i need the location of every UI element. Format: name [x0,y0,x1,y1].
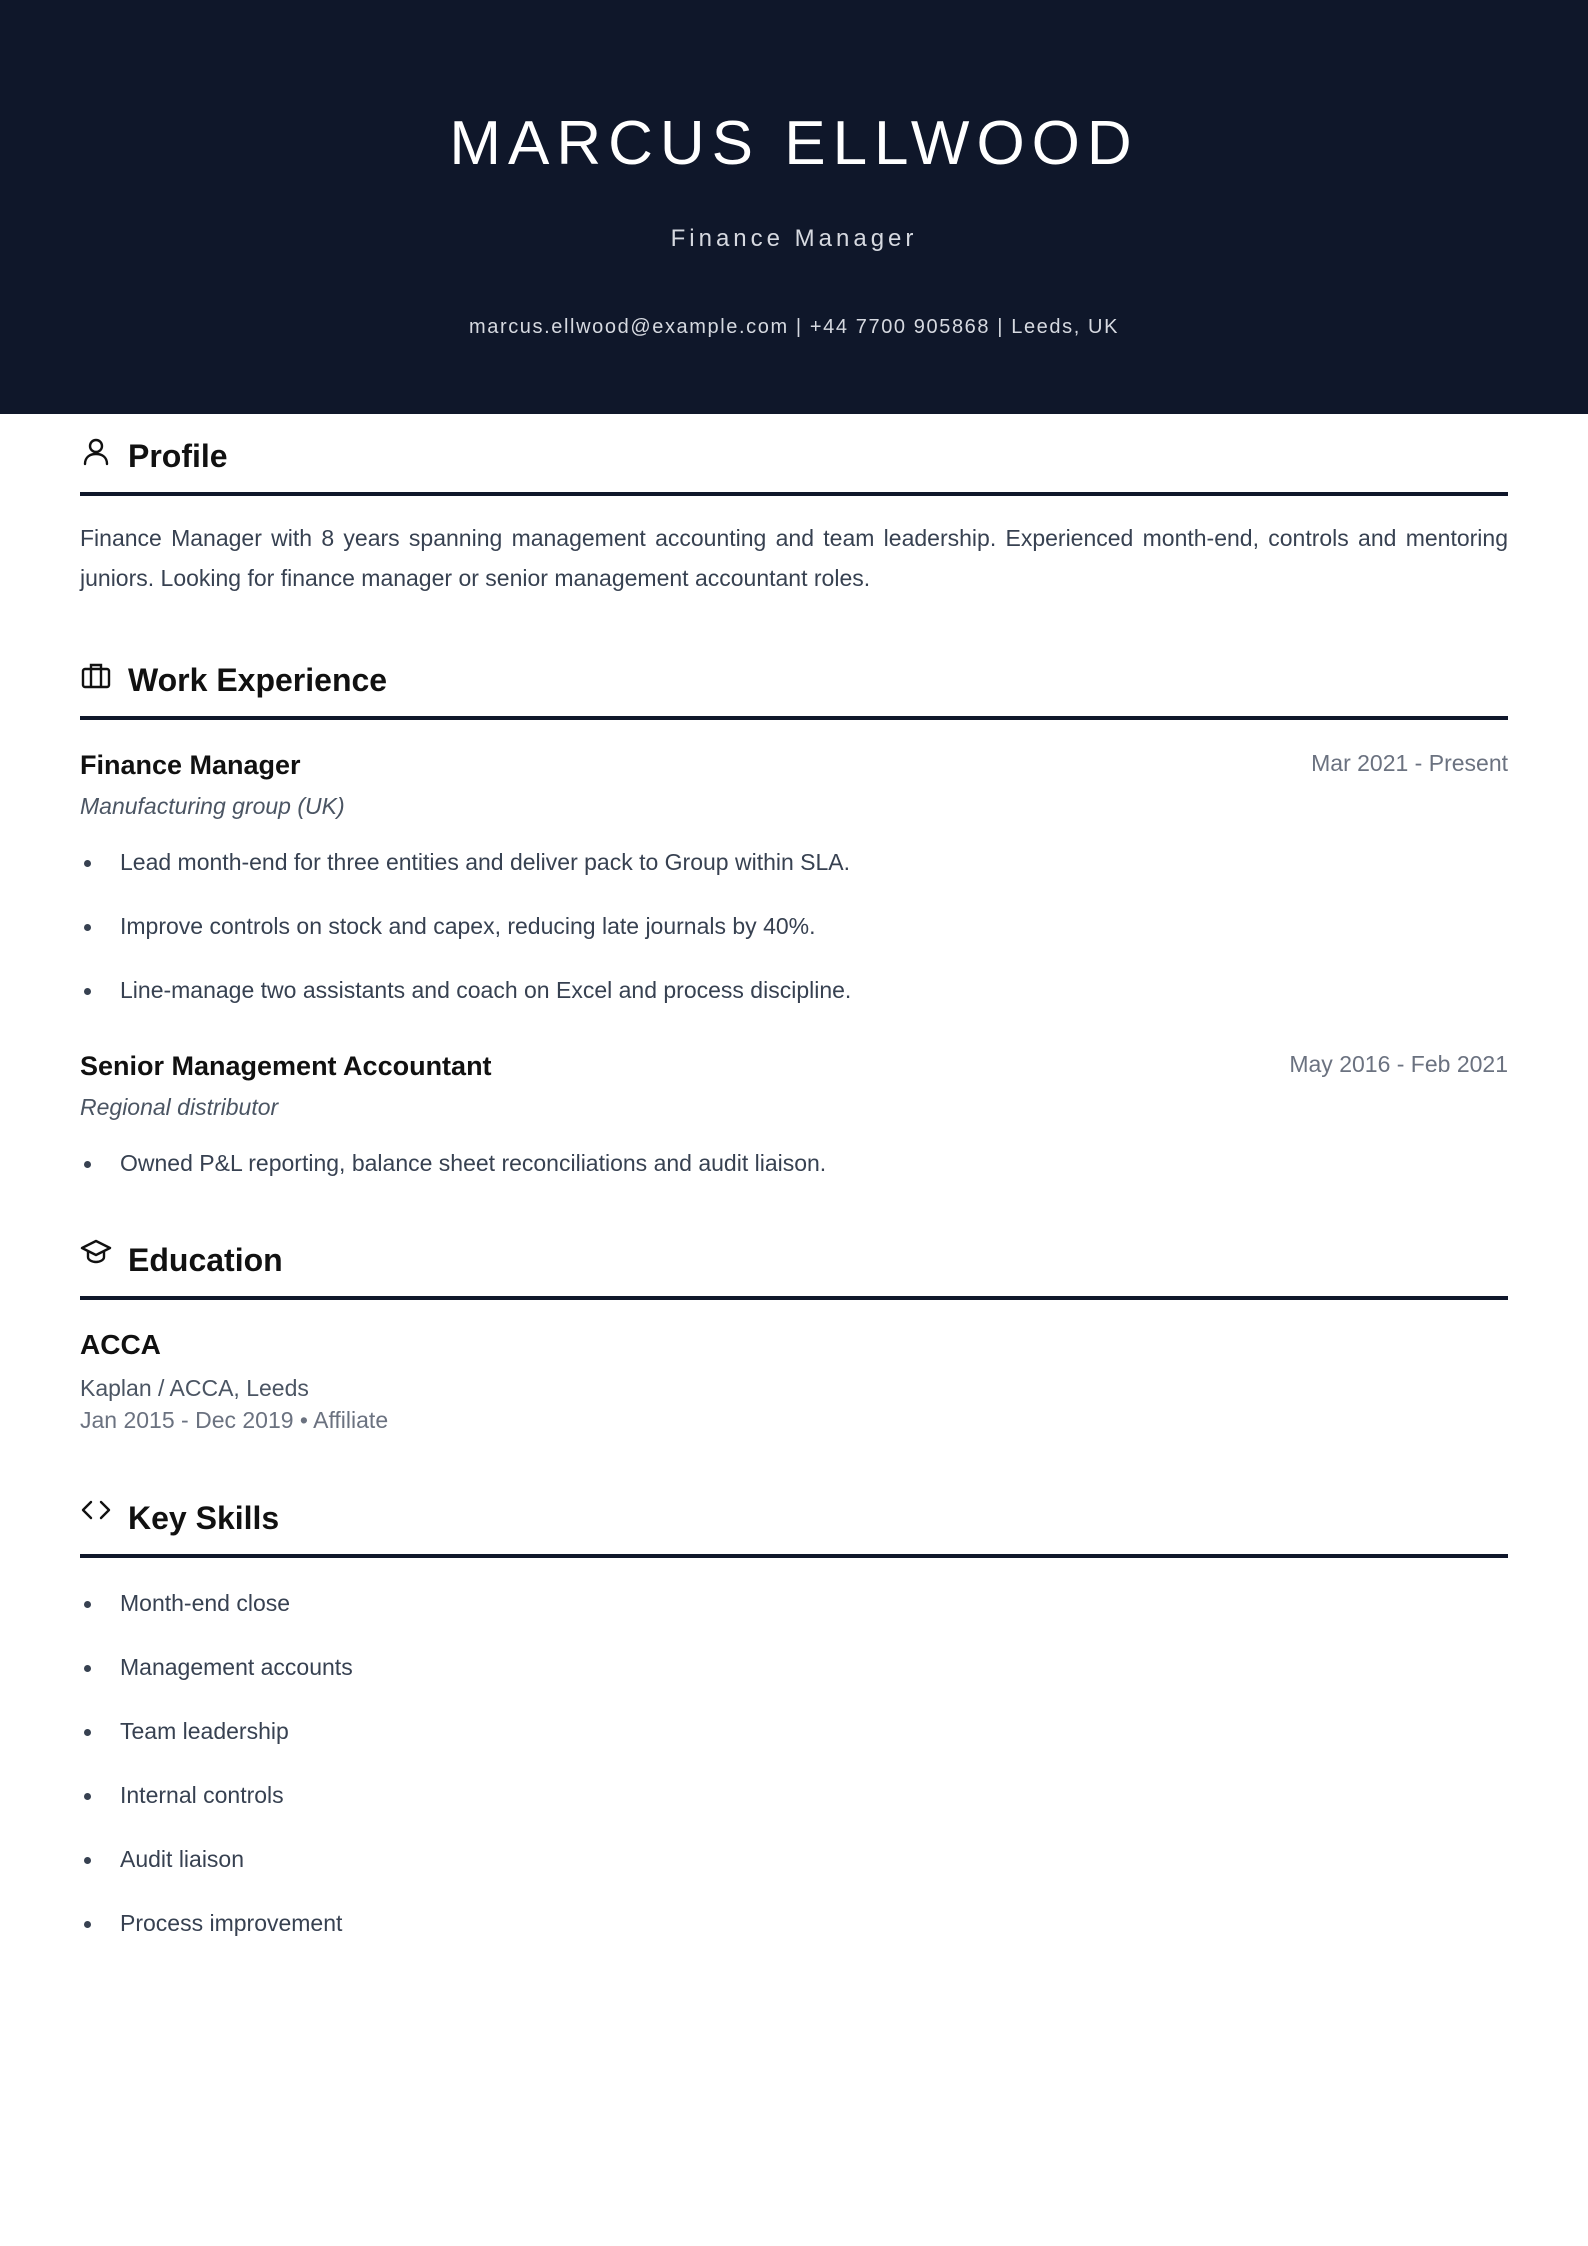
resume-body [80,414,1508,1938]
education-section-heading [80,1218,1508,1300]
skills-section-heading [80,1474,1508,1558]
job-entry [80,748,1508,1005]
list-item: Owned P&L reporting, balance sheet reconciliations and audit liaison. [80,1148,1508,1178]
code-icon [80,1494,112,1526]
education-details: Jan 2015 - Dec 2019 • Affiliate [80,1407,389,1433]
education-degree: ACCA [80,1329,161,1360]
job-date: Mar 2021 - Present [1311,750,1508,776]
education-heading: Education [128,1242,283,1278]
list-item: Month-end close [80,1588,1508,1618]
profile-heading: Profile [128,438,228,474]
list-item: Audit liaison [80,1844,1508,1874]
user-icon [80,436,112,468]
list-item: Line-manage two assistants and coach on Excel and process discipline. [80,975,1508,1005]
resume-header [0,0,1588,414]
job-date: May 2016 - Feb 2021 [1289,1051,1508,1077]
list-item: Management accounts [80,1652,1508,1682]
work-section-heading [80,638,1508,720]
list-item: Internal controls [80,1780,1508,1810]
education-institution: Kaplan / ACCA, Leeds [80,1375,309,1401]
profile-section-heading [80,414,1508,496]
skills-list [80,1588,1508,1938]
job-company: Regional distributor [80,1094,279,1120]
list-item: Improve controls on stock and capex, reducing late journals by 40%. [80,911,1508,941]
candidate-name: MARCUS ELLWOOD [449,109,1139,178]
job-bullets [80,1148,1508,1178]
list-item: Team leadership [80,1716,1508,1746]
job-bullets [80,847,1508,1005]
job-title: Senior Management Accountant [80,1051,492,1081]
skills-heading: Key Skills [128,1500,280,1536]
profile-summary: Finance Manager with 8 years spanning management accounting and team leadership. Experienced month-end, controls and mentoring juniors. Looking for finance manager or senior management accountant roles. [80,525,1508,591]
graduation-cap-icon [80,1236,112,1268]
education-entry [80,1328,1508,1436]
job-company: Manufacturing group (UK) [80,793,345,819]
candidate-title: Finance Manager [670,225,918,252]
briefcase-icon [80,660,112,692]
contact-line: marcus.ellwood@example.com | +44 7700 905868 | Leeds, UK [468,316,1120,338]
job-entry [80,1049,1508,1178]
work-heading: Work Experience [128,662,388,698]
job-title: Finance Manager [80,750,301,780]
list-item: Lead month-end for three entities and deliver pack to Group within SLA. [80,847,1508,877]
list-item: Process improvement [80,1908,1508,1938]
